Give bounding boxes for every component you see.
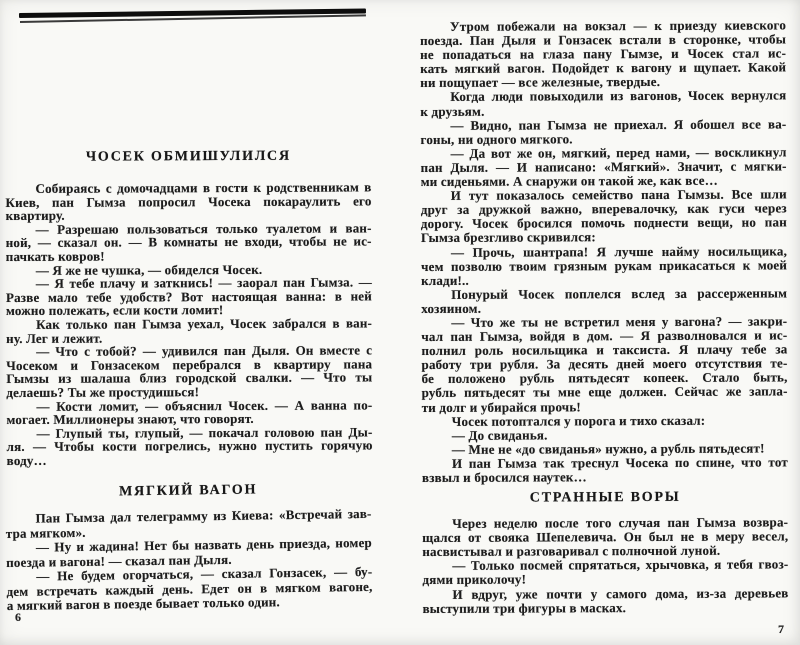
text-line: гоны, ни одного мягкого. (420, 131, 573, 147)
text-line: Разве мало тебе удобств? Вот настоящая ванна: в ней (5, 288, 372, 305)
text-line: а мягкий вагон в поезде бывает только один. (6, 594, 280, 614)
page-content (6, 150, 372, 614)
text-line: Понурый Чосек поплелся вслед за рассерженным (451, 285, 788, 302)
text-line: Через неделю после того случая пан Гымза возвра- (452, 514, 789, 531)
text-line: Когда люди повыходили из вагонов, Чосек вернулся (450, 87, 787, 105)
text-line: — Глупый ты, глупый, — покачал головою пан Ды- (36, 424, 373, 441)
text-line: кать мягкий вагон. Подойдет к вагону и щупает. Какой (420, 59, 787, 77)
text-line: не попадаться на глаза пану Гымзе, и Чосек стал ис- (420, 45, 787, 63)
text-line: Гымза брезгливо скривился: (420, 229, 596, 246)
text-line: ни пощупает — все железные, твердые. (420, 74, 661, 91)
text-line: тра мягком». (5, 524, 86, 541)
text-line: — Я же не чушка, — обиделся Чосек. (35, 261, 263, 278)
text-line: — Видно, пан Гымза не приехал. Я обошел все ва- (450, 116, 787, 133)
text-line: щался от свояка Шепелевича. Он был не в меру весел, (422, 528, 789, 546)
text-line: чал пан Гымза, войдя в дом. — Я разволновался и ис- (421, 327, 788, 345)
text-line: пан Дыля. — И написано: «Мягкий». Значит, с мягки- (420, 158, 787, 175)
page-number: 7 (778, 622, 784, 636)
text-line: к друзьям. (420, 103, 485, 119)
text-line: Как только пан Гымза уехал, Чосек забрался в ван- (36, 315, 373, 332)
text-line: ми сиденьями. А снаружи он такой же, как все… (420, 172, 718, 190)
text-section (420, 18, 788, 485)
text-line: поезда. Пан Дыля и Гонзасек встали в сторонке, чтобы (420, 31, 787, 49)
section-heading: СТРАННЫЕ ВОРЫ (529, 489, 681, 506)
text-line: квартиру. (5, 207, 65, 224)
text-line: Собираясь с домочадцами в гости к родственникам в (35, 179, 372, 196)
text-line: И вдруг, уже почти у самого дома, из-за деревьев (452, 584, 789, 602)
text-line: бе положено рубль пятьдесят копеек. Стало быть, (421, 369, 788, 387)
page-left (6, 0, 372, 645)
text-section (5, 148, 372, 467)
text-line: — Не будем огорчаться, — сказал Гонзасек, — бу- (36, 564, 373, 585)
text-line: — Да вот же он, мягкий, перед нами, — воскликнул (450, 144, 787, 161)
text-line: — Разрешаю пользоваться только туалетом и ван- (35, 220, 372, 237)
text-line: друг за дружкой важно, вперевалочку, как гуси через (420, 200, 787, 218)
text-line: дем встречать каждый день. Едет он в мягком вагоне, (6, 578, 373, 599)
text-line: — Кости ломит, — объяснил Чосек. — А ванна по- (36, 396, 373, 414)
text-line: дями приколочу! (422, 572, 527, 588)
text-line: — Прочь, шантрапа! Я лучше найму носильщика, (450, 242, 788, 260)
text-line: — Мне не «до свиданья» нужно, а рубль пятьдесят! (451, 440, 765, 457)
text-line: ля. — Чтобы кости погрелись, нужно пустить горячую (6, 437, 373, 455)
text-line: Гымзы из шалаша близ городской свалки. — Что ты (6, 369, 373, 387)
text-line: Чосеком и Гонзасеком перебрался в квартиру пана (6, 356, 373, 373)
text-section (5, 481, 373, 614)
text-line: — До свиданья. (451, 427, 548, 443)
text-line: делаешь? Ты же простудишься! (6, 384, 200, 400)
text-section (422, 489, 789, 615)
text-line: Чосек потоптался у порога и тихо сказал: (451, 412, 706, 429)
text-line: поезда и вагона! — сказал пан Дыля. (6, 551, 232, 570)
text-line: И пан Гымза так треснул Чосека по спине, что тот (451, 454, 788, 471)
text-line: Киев, пан Гымза попросил Чосека покараулить его (5, 192, 372, 210)
text-line: — Что с тобой? — удивился пан Дыля. Он вместе с (36, 342, 373, 359)
text-line: хозяином. (421, 300, 482, 316)
text-line: пачкать ковров! (5, 248, 105, 264)
text-line: И тут показалось семейство пана Гымзы. Все шли (450, 186, 787, 203)
text-line: насвистывал и разговаривал с полночной луной. (422, 542, 721, 560)
text-line: полнил роль носильщика и таксиста. Я плачу тебе за (421, 341, 788, 359)
text-line: клади!.. (421, 272, 469, 288)
page-number: 6 (15, 610, 21, 624)
text-line: чем позволю твоим грязным рукам прикасаться к моей (421, 256, 788, 274)
text-line: — Я тебе плачу и заткнись! — заорал пан Гымза. — (35, 274, 372, 292)
text-line: ной, — сказал он. — В комнаты не входи, чтобы не ис- (5, 233, 372, 251)
text-line: можно полежать, если кости ломит! (5, 302, 224, 319)
page-content (420, 18, 789, 615)
text-line: ти долг и убирайся прочь! (421, 398, 581, 415)
text-line: ну. Лег и лежит. (6, 330, 103, 346)
text-line: — Что же ты не встретил меня у вагона? — закри- (451, 313, 788, 330)
section-heading: ЧОСЕК ОБМИШУЛИЛСЯ (85, 148, 291, 165)
page-right (420, 0, 789, 645)
text-line: взвыл и бросился наутек… (421, 469, 587, 485)
section-heading: МЯГКИЙ ВАГОН (119, 482, 258, 500)
text-line: воду… (6, 452, 47, 468)
text-line: Пан Гымза дал телеграмму из Киева: «Встречай зав- (35, 506, 372, 527)
text-line: Утром побежали на вокзал — к приезду киевского (449, 17, 787, 34)
text-line: могает. Миллионеры знают, что говорят. (6, 411, 254, 428)
text-line: — Ну и жадина! Нет бы назвать день приезда, номер (35, 535, 373, 556)
text-line: дорогу. Чосек бросился помочь поднести вещи, но пан (420, 214, 787, 232)
text-line: рубль пятьдесят ты мне еще должен. Сейчас же запла- (421, 383, 788, 401)
text-line: работу три рубля. За десять дней моего отсутствия те- (421, 355, 788, 373)
text-line: — Только посмей спрятаться, хрычовка, я тебя гвоз- (452, 556, 789, 574)
text-line: выступили три фигуры в масках. (422, 599, 627, 616)
